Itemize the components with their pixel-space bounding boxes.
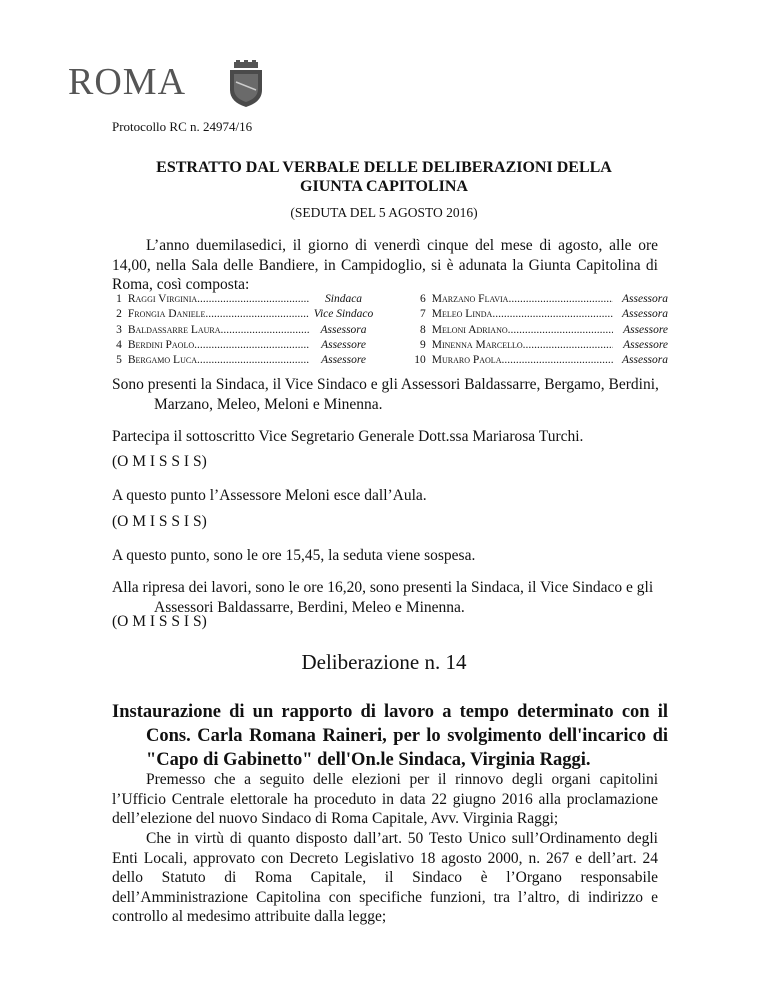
intro-paragraph: L’anno duemilasedici, il giorno di venerdì cinque del mese di agosto, alle ore 14,00, nella Sala delle Bandiere, in Campidoglio, si è adunata la Giunta Capitolina di Roma, così composta: — [112, 237, 658, 293]
member-row: 7 Meleo Linda ..... Assessora — [410, 307, 668, 322]
member-row: 5 Bergamo Luca ..... Assessore — [112, 353, 378, 368]
resume-paragraph: Alla ripresa dei lavori, sono le ore 16,20, sono presenti la Sindaca, il Vice Sindaco e gli Assessori Baldassarre, Berdini, Meleo e Minenna. — [112, 579, 654, 616]
suspension-line: A questo punto, sono le ore 15,45, la seduta viene sospesa. — [112, 547, 476, 564]
roma-coat-of-arms-icon — [226, 60, 266, 108]
roma-logo-text: ROMA — [68, 61, 187, 103]
member-row: 2 Frongia Daniele ..... Vice Sindaco — [112, 307, 378, 322]
document-title-line2: GIUNTA CAPITOLINA — [300, 178, 468, 195]
member-row: 4 Berdini Paolo ..... Assessore — [112, 338, 378, 353]
member-row: 1 Raggi Virginia ..... Sindaca — [112, 292, 378, 307]
omissis-3: (O M I S S I S) — [112, 613, 207, 630]
deliberation-number: Deliberazione n. 14 — [301, 650, 467, 674]
body-paragraph-2: Che in virtù di quanto disposto dall’art. 50 Testo Unico sull’Ordinamento degli Enti Locali, approvato con Decreto Legislativo 18 agosto 2000, n. 267 e dell’art. 24 dello Statuto di Roma Capitale, il Sindaco è l’Organo responsabile dell’Amministrazione Capitolina con specifiche funzioni, tra l’altro, di indirizzo e controllo al medesimo attribuite dalla legge; — [112, 830, 658, 925]
omissis-1: (O M I S S I S) — [112, 453, 207, 470]
body-paragraph-1: Premesso che a seguito delle elezioni per il rinnovo degli organi capitolini l’Ufficio Centrale elettorale ha proceduto in data 22 giugno 2016 alla proclamazione dell’elezione del nuovo Sindaco di Roma Capitale, Avv. Virginia Raggi; — [112, 771, 658, 827]
member-row: 3 Baldassarre Laura ..... Assessora — [112, 323, 378, 338]
meloni-exit-line: A questo punto l’Assessore Meloni esce dall’Aula. — [112, 487, 427, 504]
present-paragraph: Sono presenti la Sindaca, il Vice Sindaco e gli Assessori Baldassarre, Bergamo, Berdini, Marzano, Meleo, Meloni e Minenna. — [112, 376, 659, 413]
member-row: 6 Marzano Flavia ..... Assessora — [410, 292, 668, 307]
members-left-column — [112, 292, 378, 368]
members-right-column — [410, 292, 668, 368]
document-title-line1: ESTRATTO DAL VERBALE DELLE DELIBERAZIONI DELLA — [156, 159, 612, 176]
member-row: 10 Muraro Paola ..... Assessora — [410, 353, 668, 368]
deliberation-subject: Instaurazione di un rapporto di lavoro a tempo determinato con il Cons. Carla Romana Raineri, per lo svolgimento dell'incarico di "Capo di Gabinetto" dell'On.le Sindaca, Virginia Raggi. — [112, 702, 668, 770]
member-row: 8 Meloni Adriano ..... Assessore — [410, 323, 668, 338]
omissis-2: (O M I S S I S) — [112, 513, 207, 530]
protocol-number: Protocollo RC n. 24974/16 — [112, 119, 253, 134]
session-date: (SEDUTA DEL 5 AGOSTO 2016) — [290, 205, 478, 220]
member-row: 9 Minenna Marcello ..... Assessore — [410, 338, 668, 353]
secretary-line: Partecipa il sottoscritto Vice Segretario Generale Dott.ssa Mariarosa Turchi. — [112, 428, 584, 445]
